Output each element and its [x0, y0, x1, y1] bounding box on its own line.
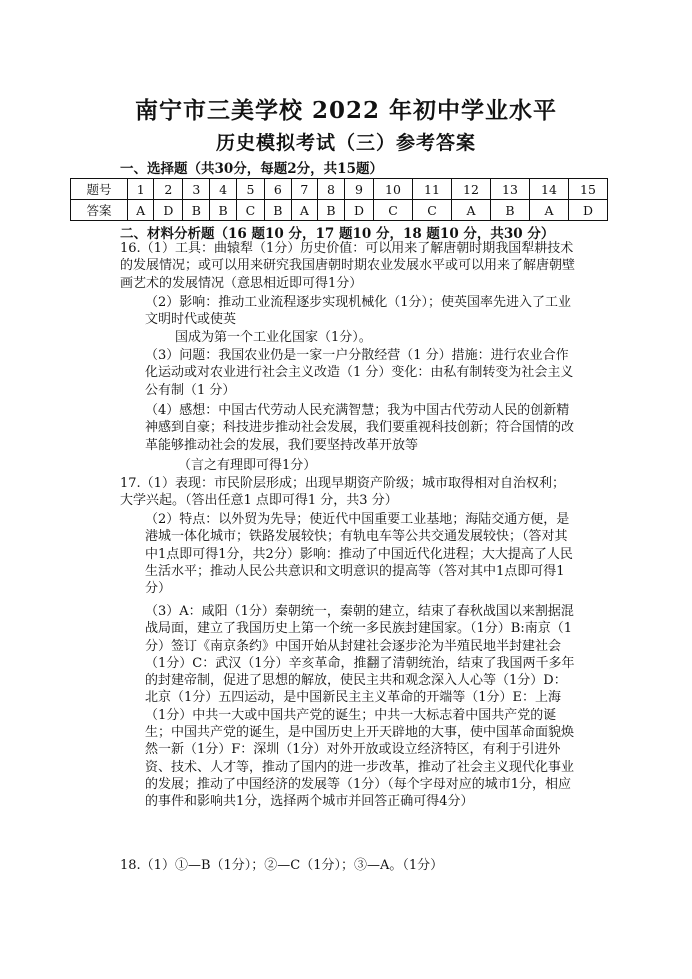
answer-cell: C	[237, 200, 265, 221]
answer-table-number-row	[71, 179, 608, 200]
answer-cell: B	[210, 200, 237, 221]
q18-part1: 18.（1）①—B（1分）；②—C（1分）；③—A。（1分）	[120, 858, 444, 873]
document-subtitle: 历史模拟考试（三）参考答案	[215, 132, 476, 154]
row-label-answer: 答案	[71, 200, 128, 221]
q17-part2: （2）特点：以外贸为先导；使近代中国重要工业基地；海陆交通方便，是港城一体化城市；铁路发展较快；有轨电车等公共交通发展较快；（答对其中1点即可得1分，共2分）影响：推动了中国近代化进程；大大提高了人民生活水平；推动人民公共意识和文明意识的提高等（答对其中1点即可得1分）	[145, 512, 573, 597]
question-number: 9	[344, 179, 373, 200]
question-number: 4	[210, 179, 237, 200]
section-2-heading: 二、材料分析题（16 题10 分，17 题10 分，18 题10 分，共30 分）	[120, 226, 555, 242]
answer-cell: D	[154, 200, 183, 221]
row-label-question: 题号	[71, 179, 128, 200]
answer-cell: B	[318, 200, 345, 221]
answer-cell: C	[413, 200, 452, 221]
answer-cell: B	[491, 200, 530, 221]
section-1-heading: 一、选择题（共30分，每题2分，共15题）	[120, 161, 383, 177]
answer-cell: A	[291, 200, 317, 221]
answer-cell: A	[530, 200, 569, 221]
answer-table-answer-row	[71, 200, 608, 221]
q17-part1: 17.（1）表现：市民阶层形成；出现早期资产阶级；城市取得相对自治权利；大学兴起。（答出任意1 点即可得1 分，共3 分）	[120, 476, 565, 509]
question-number: 15	[569, 179, 608, 200]
q17-part3: （3）A：咸阳（1分）秦朝统一，秦朝的建立，结束了春秋战国以来割据混战局面，建立了我国历史上第一个统一多民族封建国家。（1分）B:南京（1分）签订《南京条约》中国开始从封建社会逐步沦为半殖民地半封建社会（1分）C：武汉（1分）辛亥革命，推翻了清朝统治，结束了我国两千多年的封建帝制，促进了思想的解放，使民主共和观念深入人心等（1分）D：北京（1分）五四运动，是中国新民主主义革命的开端等（1分）E：上海（1分）中共一大或中国共产党的诞生；中共一大标志着中国共产党的诞生；中国共产党的诞生，是中国历史上开天辟地的大事，使中国革命面貌焕然一新（1分）F：深圳（1分）对外开放或设立经济特区，有利于引进外资、技术、人才等，推动了国内的进一步改革，推动了社会主义现代化事业的发展；推动了中国经济的发展等（1分）（每个字母对应的城市1分，相应的事件和影响共1分，选择两个城市并回答正确可得4分）	[145, 604, 575, 810]
question-number: 13	[491, 179, 530, 200]
q16-part2-cont: 国成为第一个工业化国家（1分）。	[175, 330, 372, 345]
answer-cell: B	[183, 200, 210, 221]
question-number: 7	[291, 179, 317, 200]
q16-part4: （4）感想：中国古代劳动人民充满智慧；我为中国古代劳动人民的创新精神感到自豪；科技进步推动社会发展，我们要重视科技创新；符合国情的改革能够推动社会的发展，我们要坚持改革开放等	[145, 403, 575, 453]
question-number: 3	[183, 179, 210, 200]
question-number: 11	[413, 179, 452, 200]
answer-table	[70, 178, 608, 221]
question-number: 1	[128, 179, 154, 200]
q16-part1: 16.（1）工具：曲辕犁（1分）历史价值：可以用来了解唐朝时期我国犁耕技术的发展情况；或可以用来研究我国唐朝时期农业发展水平或可以用来了解唐朝壁画艺术的发展情况（意思相近即可得1分）	[120, 241, 576, 291]
answer-cell: A	[452, 200, 491, 221]
question-number: 8	[318, 179, 345, 200]
document-title: 南宁市三美学校 2022 年初中学业水平	[134, 97, 558, 124]
q16-part4-note: （言之有理即可得1分）	[178, 458, 317, 473]
answer-cell: D	[344, 200, 373, 221]
question-number: 14	[530, 179, 569, 200]
question-number: 6	[264, 179, 291, 200]
q16-part2: （2）影响：推动工业流程逐步实现机械化（1分）；使英国率先进入了工业文明时代或使英	[145, 295, 572, 328]
question-number: 2	[154, 179, 183, 200]
answer-cell: B	[264, 200, 291, 221]
answer-cell: A	[128, 200, 154, 221]
answer-cell: D	[569, 200, 608, 221]
question-number: 5	[237, 179, 265, 200]
question-number: 12	[452, 179, 491, 200]
answer-cell: C	[374, 200, 413, 221]
q16-part3: （3）问题：我国农业仍是一家一户分散经营（1 分）措施：进行农业合作化运动或对农业进行社会主义改造（1 分）变化：由私有制转变为社会主义公有制（1 分）	[145, 348, 574, 398]
question-number: 10	[374, 179, 413, 200]
